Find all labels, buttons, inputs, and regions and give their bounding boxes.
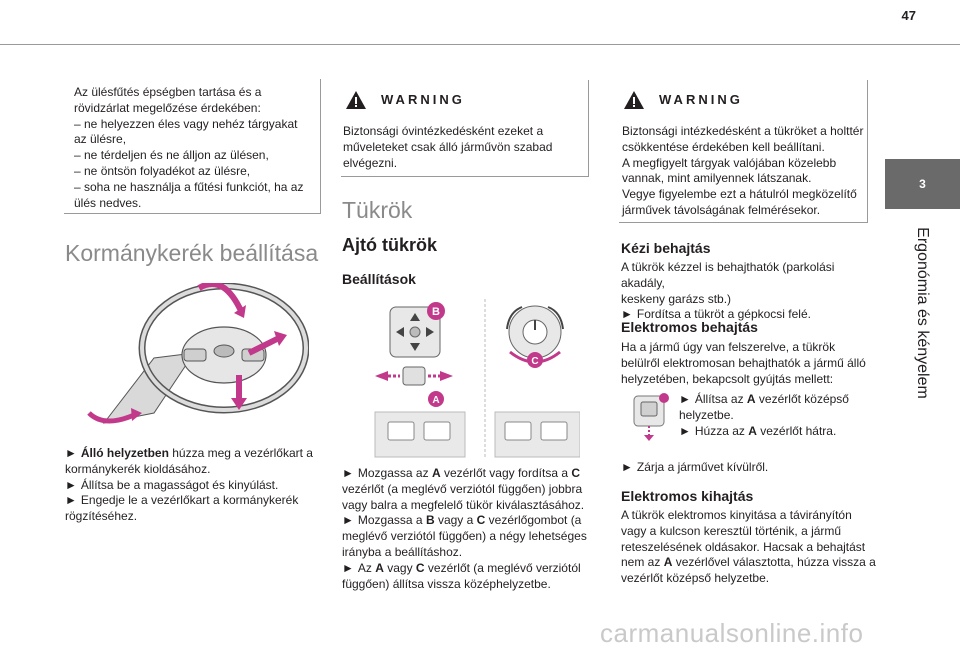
step-text: függően) állítsa vissza középhelyzetbe. — [342, 576, 551, 591]
bullet-arrow: ► — [65, 446, 77, 460]
chapter-side-tab[interactable] — [885, 0, 960, 649]
warning-line: vannak, mint amilyennek látszanak. — [622, 171, 812, 186]
steering-step-3-cont: rögzítéséhez. — [65, 509, 138, 524]
step-bold: Álló helyzetben — [80, 446, 169, 460]
control-letter: C — [415, 560, 425, 575]
body-line: Ha a jármű úgy van felszerelve, a tükrök — [621, 340, 836, 354]
door-mirrors-title: Ajtó tükrök — [342, 235, 438, 255]
electric-unfolding-title: Elektromos kihajtás — [621, 488, 754, 504]
body-line: A tükrök elektromos kinyitása a távirányítón — [621, 508, 852, 522]
electric-folding-text — [621, 340, 876, 387]
manual-folding-title: Kézi behajtás — [621, 240, 711, 256]
bullet-arrow: ► — [679, 392, 691, 406]
step-text: vezérlőt (a meglévő verziótól függően) jobbra — [342, 481, 583, 496]
electric-step-1 — [679, 392, 869, 408]
step-text: vezérlőt (a meglévő verziótól — [424, 560, 581, 575]
warning-line: csökkentése érdekében kell beállítani. — [622, 139, 825, 154]
bullet-arrow: ► — [342, 466, 354, 480]
electric-steps — [679, 392, 869, 439]
step-text: Mozgassa a — [357, 513, 426, 528]
steering-step-1-cont: kormánykerék kioldásához. — [65, 461, 211, 476]
bullet-arrow: ► — [679, 423, 691, 438]
label-a: A — [432, 395, 440, 406]
fold-control-illustration — [628, 392, 672, 442]
warning-line: A megfigyelt tárgyak valójában közelebb — [622, 155, 837, 170]
mirror-controls-illustration — [370, 297, 580, 462]
note-line: – ne öntsön folyadékot az ülésre, — [74, 163, 251, 178]
steering-step-2 — [65, 478, 320, 494]
body-line — [621, 555, 881, 571]
step-text: vezérlőt középső — [755, 392, 849, 406]
settings-title: Beállítások — [342, 271, 416, 287]
step-text: vagy balra a megfelelő tükör kiválasztásához. — [342, 497, 585, 512]
step-text: vezérlővel választotta, húzza vissza a — [672, 555, 876, 570]
steering-step-1 — [65, 446, 320, 462]
mirror-step-3 — [342, 561, 590, 577]
mirrors-section-title: Tükrök — [342, 197, 413, 223]
step-text: vezérlőt vagy fordítsa a — [440, 466, 572, 480]
body-line: vagy a kulcson keresztül történik, a jármű — [621, 523, 842, 538]
warning-text — [622, 124, 863, 219]
body-line: vezérlőt középső helyzetbe. — [621, 571, 770, 586]
control-letter: A — [375, 560, 384, 575]
control-letter: C — [571, 466, 581, 480]
electric-step-3-line — [621, 460, 768, 476]
warning-line: Biztonsági óvintézkedésként ezeket a — [343, 124, 544, 138]
control-letter: A — [748, 423, 757, 438]
steering-section-title: Kormánykerék beállítása — [65, 240, 319, 266]
chapter-title-wrap — [907, 218, 937, 408]
warning-icon — [623, 90, 645, 115]
bullet-arrow: ► — [342, 560, 354, 575]
watermark: carmanualsonline.info — [600, 618, 864, 648]
step-text: Zárja a járművet kívülről. — [636, 460, 769, 474]
control-letter: A — [663, 555, 673, 570]
steering-steps — [65, 446, 320, 525]
seat-heating-note — [64, 79, 321, 214]
warning-line: elvégezni. — [343, 155, 398, 170]
step-text: Az — [357, 560, 376, 575]
step-text: Mozgassa az — [357, 466, 432, 480]
page-number: 47 — [901, 8, 916, 23]
bullet-arrow: ► — [65, 477, 77, 492]
bullet-arrow: ► — [342, 513, 354, 528]
step-text: helyzetbe. — [679, 407, 734, 422]
step-text: Engedje le a vezérlőkart a kormánykerék — [80, 493, 299, 508]
mirror-step-1 — [342, 466, 590, 482]
steering-step-3 — [65, 493, 320, 509]
control-letter: C — [476, 513, 486, 528]
electric-unfolding-text — [621, 508, 881, 587]
body-line: belülről elektromosan behajthatók a jármű álló — [621, 355, 866, 370]
warning-line: Biztonsági intézkedésként a tükröket a holttér — [622, 124, 864, 138]
step-text: Állítsa az — [694, 392, 747, 406]
note-line: – ne helyezzen éles vagy nehéz tárgyakat — [74, 116, 298, 131]
warning-text — [343, 124, 552, 171]
body-line: helyzetében, bekapcsolt gyújtás mellett: — [621, 371, 834, 386]
warning-title: WARNING — [381, 92, 465, 107]
steering-wheel-illustration — [84, 283, 309, 430]
bullet-arrow: ► — [621, 460, 633, 474]
warning-box-2 — [619, 80, 868, 223]
step-text: nem az — [621, 555, 664, 570]
step-text: vagy — [383, 560, 416, 575]
note-line: – ne térdeljen és ne álljon az ülésen, — [74, 148, 269, 163]
warning-line: járművek távolságának felmérésekor. — [622, 202, 821, 217]
step-text: meglévő verziótól függően) a négy lehetséges — [342, 529, 587, 544]
body-line: keskeny garázs stb.) — [621, 291, 732, 306]
note-line: rövidzárlat megelőzése érdekében: — [74, 100, 261, 115]
body-line: A tükrök kézzel is behajthatók (parkolási akadály, — [621, 260, 835, 290]
step-text: vagy a — [434, 513, 477, 528]
chapter-title: Ergonómia és kényelem — [914, 227, 931, 399]
note-line: Az ülésfűtés épségben tartása és a — [74, 85, 262, 99]
control-letter: B — [425, 513, 435, 528]
bullet-arrow: ► — [621, 307, 633, 322]
step-text: irányba a beállításhoz. — [342, 544, 463, 559]
electric-folding-title: Elektromos behajtás — [621, 319, 758, 335]
control-letter: A — [431, 466, 441, 480]
electric-step-2 — [679, 424, 869, 440]
warning-box-1 — [341, 80, 589, 177]
step-text: vezérlőt hátra. — [756, 423, 837, 438]
warning-line: műveleteket csak álló járművön szabad — [343, 139, 553, 154]
step-text: vezérlőgombot (a — [485, 513, 582, 528]
chapter-number: 3 — [885, 159, 960, 209]
note-line: az ülésre, — [74, 132, 127, 147]
mirror-step-2 — [342, 513, 590, 529]
mirror-adjust-steps — [342, 466, 590, 592]
step-text: Állítsa be a magasságot és kinyúlást. — [80, 477, 279, 492]
body-line: reteszelésének oldásakor. Hacsak a behajtást — [621, 539, 866, 554]
control-letter: A — [746, 392, 756, 406]
label-c: C — [531, 356, 539, 367]
step-text: Fordítsa a tükröt a gépkocsi felé. — [636, 307, 811, 322]
note-line: ülés nedves. — [74, 195, 142, 210]
step-text: Húzza az — [694, 423, 749, 438]
electric-step-3 — [621, 460, 768, 476]
label-b: B — [432, 306, 440, 318]
warning-line: Vegye figyelembe ezt a hátulról megközelítő — [622, 187, 857, 202]
step-text: húzza meg a vezérlőkart a — [168, 446, 313, 460]
header-rule — [0, 44, 960, 45]
note-line: – soha ne használja a fűtési funkciót, ha az — [74, 179, 304, 194]
bullet-arrow: ► — [65, 493, 77, 508]
warning-icon — [345, 90, 367, 115]
warning-title: WARNING — [659, 92, 743, 107]
manual-folding-text — [621, 260, 876, 323]
